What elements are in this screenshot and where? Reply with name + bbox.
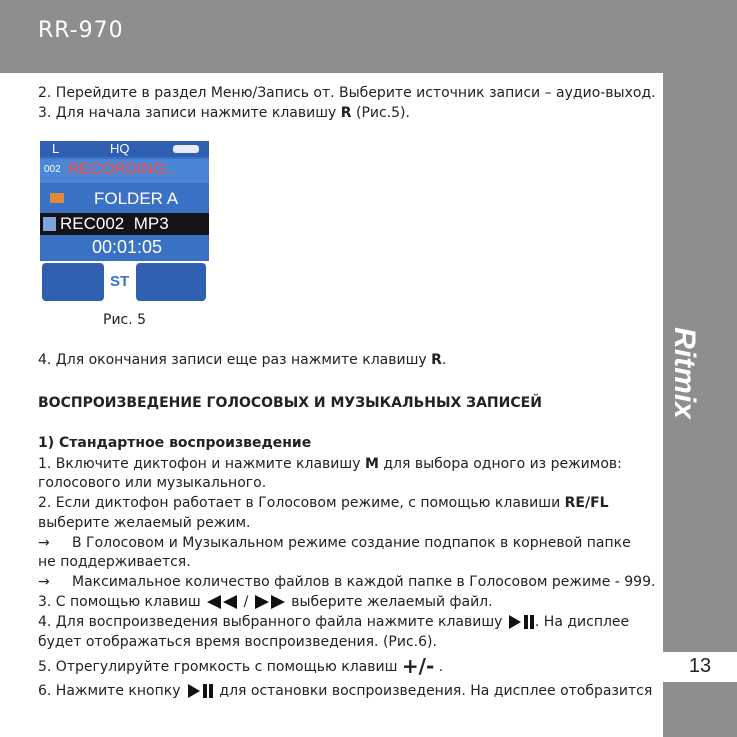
stereo-indicator: ST (110, 273, 130, 290)
play-pause-icon (507, 614, 535, 630)
play-step-3 (38, 593, 493, 611)
battery-icon (173, 145, 199, 153)
page-number: 13 (688, 655, 712, 677)
text: . (441, 352, 447, 368)
text: 3. С помощью клавиш (38, 594, 206, 610)
channel-indicator: L (52, 141, 60, 156)
text: Максимальное количество файлов в каждой папке в Голосовом режиме - 999. (72, 574, 656, 590)
model-name: RR-970 (38, 18, 124, 43)
text: . (434, 659, 444, 675)
text: 1. Включите диктофон и нажмите клавишу (38, 456, 365, 472)
screen-status-row (40, 159, 209, 183)
step-line-3 (38, 104, 410, 122)
sidebar (663, 73, 737, 737)
play-step-1 (38, 455, 622, 473)
rewind-icon (205, 594, 239, 610)
page-number-box (663, 652, 737, 682)
text: 3. Для начала записи нажмите клавишу (38, 105, 341, 121)
screen-top-bar (40, 141, 209, 157)
screen-time-row (40, 235, 209, 259)
note-1 (38, 534, 631, 552)
text: 2. Если диктофон работает в Голосовом режиме, с помощью клавиши (38, 495, 565, 511)
recording-status: RECORDING.. (68, 161, 175, 178)
arrow-right-icon: → (38, 535, 50, 551)
section-title: ВОСПРОИЗВЕДЕНИЕ ГОЛОСОВЫХ И МУЗЫКАЛЬНЫХ ЗАПИСЕЙ (38, 395, 542, 411)
file-icon (43, 217, 56, 231)
recording-time: 00:01:05 (92, 237, 163, 257)
play-step-4 (38, 613, 629, 631)
step-line-4 (38, 351, 446, 369)
screen-bottom-bar (40, 261, 209, 305)
track-number: 002 (44, 164, 61, 175)
screen-folder-row (40, 185, 209, 211)
text: В Голосовом и Музыкальном режиме создание подпапок в корневой папке (72, 535, 631, 551)
play-step-5 (38, 654, 444, 678)
key-label: R (340, 105, 352, 121)
figure-caption: Рис. 5 (103, 312, 147, 328)
level-meter-right (136, 263, 206, 301)
text: 6. Нажмите кнопку (38, 683, 185, 699)
subsection-title: 1) Стандартное воспроизведение (38, 435, 312, 451)
file-name: REC002 MP3 (60, 214, 169, 233)
page-header (0, 0, 737, 73)
play-step-4-cont: будет отображаться время воспроизведения. (Рис.6). (38, 634, 437, 650)
fast-forward-icon (253, 594, 287, 610)
text: 4. Для воспроизведения выбранного файла нажмите клавишу (38, 614, 507, 630)
brand-logo (664, 318, 704, 428)
volume-keys: +/- (401, 654, 435, 678)
key-label: RE/FL (564, 495, 609, 511)
text: / (239, 594, 253, 610)
text: 4. Для окончания записи еще раз нажмите клавишу (38, 352, 432, 368)
play-step-6 (38, 682, 652, 700)
text: для выбора одного из режимов: (378, 456, 622, 472)
brand-text: Ritmix (668, 327, 701, 419)
text: . На дисплее (534, 614, 630, 630)
level-meter-left (42, 263, 104, 301)
key-label: M (364, 456, 379, 472)
arrow-right-icon: → (38, 574, 50, 590)
text: выберите желаемый файл. (286, 594, 493, 610)
play-pause-icon (185, 683, 215, 699)
device-screen-figure (40, 141, 209, 305)
play-step-2-cont: выберите желаемый режим. (38, 515, 251, 531)
play-step-1-cont: голосового или музыкального. (38, 475, 267, 491)
key-label: R (431, 352, 442, 368)
text: 5. Отрегулируйте громкость с помощью клавиш (38, 659, 402, 675)
text: для остановки воспроизведения. На дисплее отобразится (214, 683, 653, 699)
note-1-cont: не поддерживается. (38, 554, 191, 570)
folder-name: FOLDER A (94, 189, 179, 208)
play-step-2 (38, 494, 609, 512)
screen-file-row (40, 213, 209, 235)
folder-icon (50, 193, 64, 203)
step-line-2: 2. Перейдите в раздел Меню/Запись от. Выберите источник записи – аудио-выход. (38, 85, 656, 101)
quality-indicator: HQ (110, 141, 130, 156)
note-2 (38, 573, 655, 591)
text: (Рис.5). (351, 105, 410, 121)
